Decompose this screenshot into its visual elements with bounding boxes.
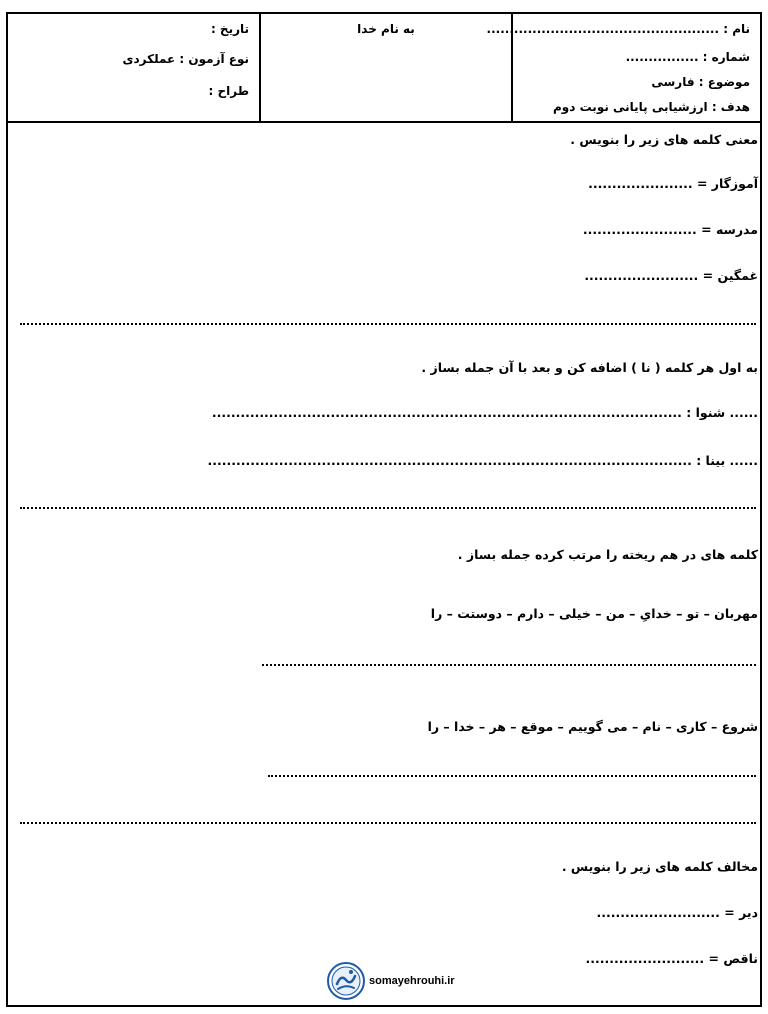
number-field: شماره : ................ [625, 50, 750, 64]
header-right-cell [486, 14, 760, 121]
exam-type-label: نوع آزمون : عملکردی [122, 52, 249, 66]
worksheet-frame [6, 12, 762, 1007]
section2-item: ...... بینا : ...................................................................................................... [207, 453, 758, 468]
bismillah-title: به نام خدا [357, 22, 415, 36]
section1-prompt: معنی کلمه های زیر را بنویس . [570, 132, 758, 147]
brand-logo-icon [327, 962, 365, 1000]
section1-item: غمگین = ........................ [584, 268, 758, 283]
dotted-divider [20, 507, 756, 509]
header-left-cell [8, 14, 261, 121]
section4-prompt: مخالف کلمه های زیر را بنویس . [561, 859, 758, 874]
section2-prompt: به اول هر کلمه ( نا ) اضافه کن و بعد با آن جمله بساز . [421, 360, 758, 375]
answer-line [262, 664, 756, 666]
website-url: somayehrouhi.ir [369, 975, 455, 987]
header-center-cell [261, 14, 513, 121]
section2-item: ...... شنوا : ................................................................................................... [211, 405, 758, 420]
goal-label: هدف : ارزشیابی پایانی نوبت دوم [553, 100, 750, 114]
scrambled-words: شروع – کاری – نام – می گوییم – موقع – هر – خدا – را [427, 719, 758, 734]
subject-label: موضوع : فارسی [651, 75, 750, 89]
section4-item: دیر = .......................... [596, 905, 758, 920]
scrambled-words: مهربان – تو – خدایِ – من – خیلی – دارم – دوستت – را [430, 606, 758, 621]
section1-item: آموزگار = ...................... [588, 176, 758, 191]
answer-line [268, 775, 756, 777]
name-field: نام : ................................................... [486, 22, 750, 36]
designer-label: طراح : [208, 84, 249, 98]
dotted-divider [20, 822, 756, 824]
section4-item: ناقص = ......................... [585, 951, 758, 966]
header-table [6, 12, 762, 123]
dotted-divider [20, 323, 756, 325]
date-label: تاریخ : [210, 22, 249, 36]
section3-prompt: کلمه های در هم ریخته را مرتب کرده جمله بساز . [457, 547, 758, 562]
section1-item: مدرسه = ........................ [582, 222, 758, 237]
